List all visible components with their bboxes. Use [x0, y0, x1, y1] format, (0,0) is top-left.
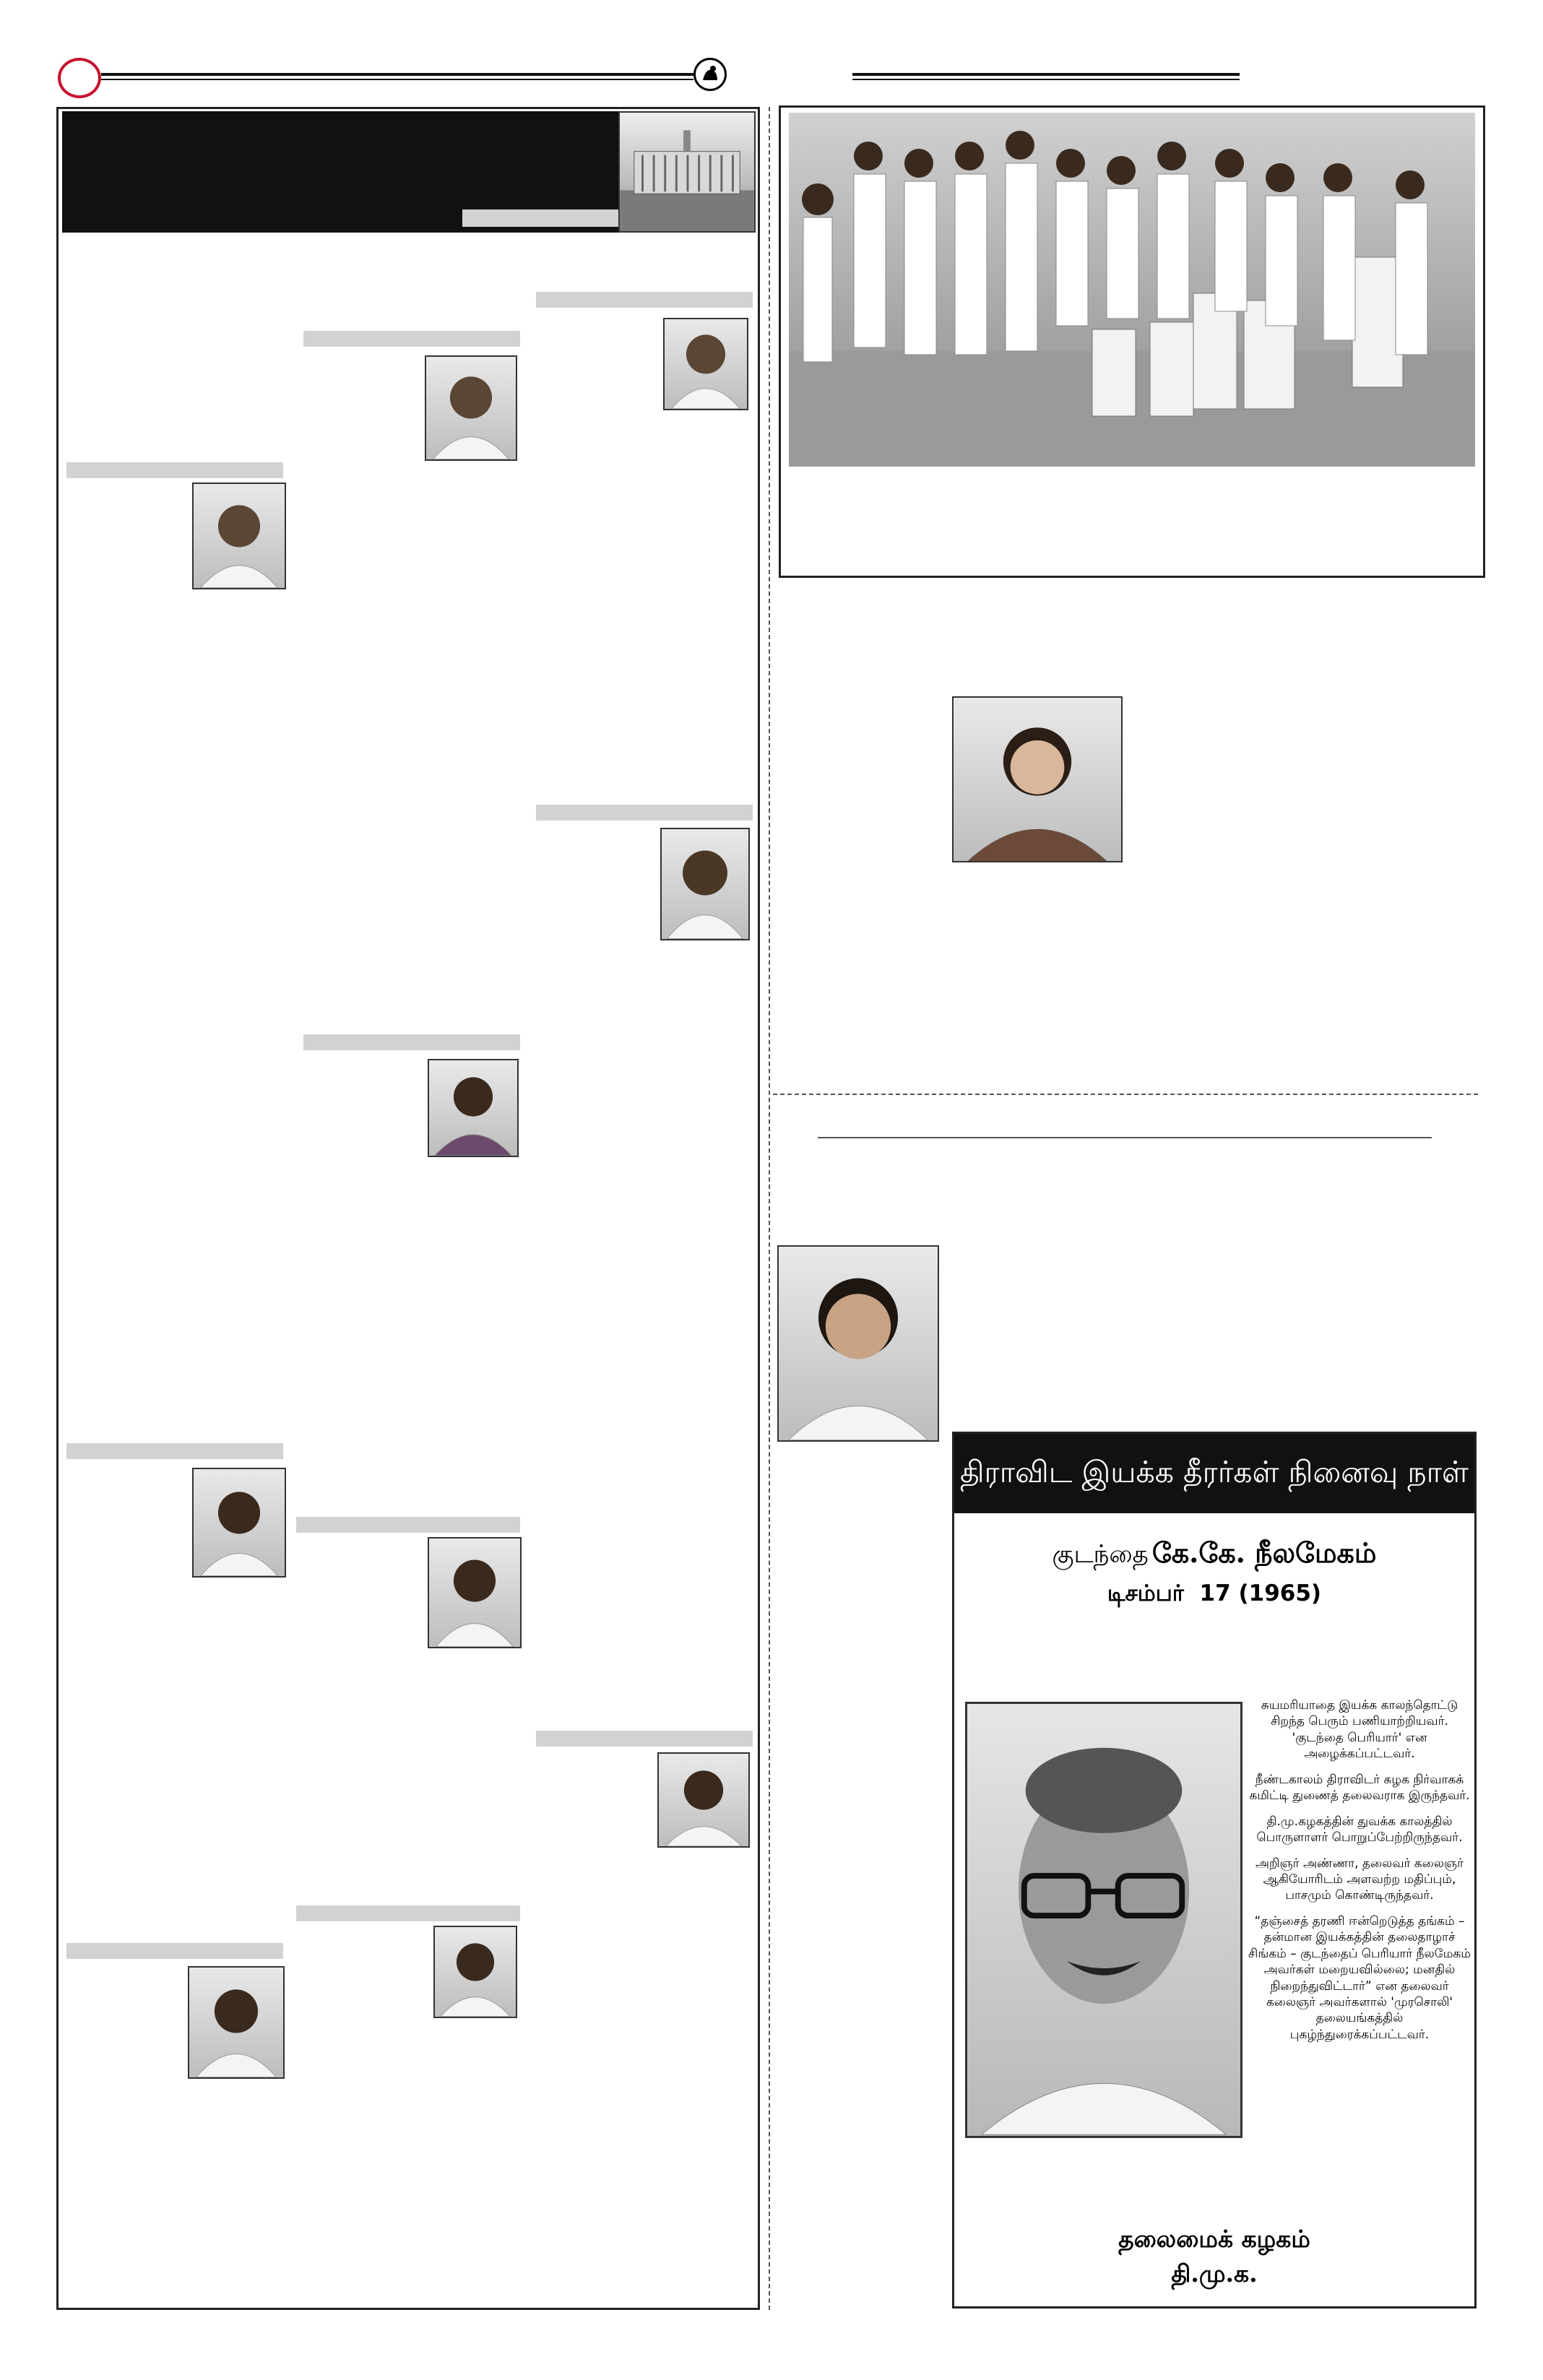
- person-photo: [433, 1926, 517, 2018]
- section-dashed-rule: [773, 1094, 1478, 1095]
- rising-sun-logo-icon: [693, 58, 727, 91]
- memorial-banner-text: திராவிட இயக்க தீரர்கள் நினைவு நாள்: [959, 1455, 1469, 1489]
- person-photo: [777, 1245, 939, 1442]
- parliament-building-photo: [618, 111, 756, 233]
- person-photo: [663, 318, 748, 410]
- bio-paragraph: தி.மு.கழகத்தின் துவக்க காலத்தில் பொருளாளர் பொறுப்பேற்றிருந்தவர்.: [1256, 1814, 1463, 1845]
- name-bar: [536, 292, 753, 308]
- memorial-name-line: [954, 1533, 1474, 1579]
- parliament-article-box: [56, 107, 760, 2310]
- person-photo: [952, 696, 1123, 862]
- memorial-footer-party: தி.மு.க.: [1171, 2259, 1258, 2288]
- parliament-headline-underbar: [462, 209, 618, 227]
- name-bar: [66, 1943, 283, 1959]
- name-bar: [303, 1034, 520, 1050]
- bio-paragraph: அறிஞர் அண்ணா, தலைவர் கலைஞர் ஆகியோரிடம் அளவற்ற மதிப்பும், பாசமும் கொண்டிருந்தவர்.: [1255, 1856, 1464, 1903]
- person-photo: [425, 355, 517, 461]
- person-photo: [188, 1966, 285, 2079]
- group-photo: [789, 113, 1475, 467]
- section-rule: [818, 1137, 1432, 1138]
- name-bar: [296, 1905, 520, 1921]
- memorial-footer-org: தலைமைக் கழகம்: [1118, 2225, 1310, 2253]
- header-rule-right: [852, 73, 1240, 76]
- header-rule-right-thin: [852, 79, 1240, 80]
- person-photo: [428, 1537, 522, 1648]
- name-bar: [66, 1443, 283, 1459]
- name-bar: [536, 805, 753, 821]
- name-bar: [303, 331, 520, 347]
- memorial-portrait-photo: [965, 1702, 1242, 2138]
- bio-paragraph: “தஞ்சைத் தரணி ஈன்றெடுத்த தங்கம் – தன்மான இயக்கத்தின் தலைதாழாச் சிங்கம் – குடந்தைப் பெரியார் நீலமேகம் அவர்கள் மறையவில்லை; மனதில் நிறைந்துவிட்டார்” என தலைவர் கலைஞர் அவர்களால் 'முரசொலி' தலையங்கத்தில் புகழ்ந்துரைக்கப்பட்டவர்.: [1248, 1913, 1471, 2042]
- name-bar: [536, 1731, 753, 1747]
- person-photo: [192, 483, 286, 589]
- header-rule-left: [101, 73, 693, 76]
- name-bar: [296, 1517, 520, 1533]
- person-photo: [660, 828, 750, 940]
- person-photo: [657, 1752, 750, 1848]
- person-photo: [192, 1468, 286, 1578]
- memorial-name-prefix: குடந்தை: [1052, 1540, 1149, 1569]
- memorial-date: டிசம்பர் 17 (1965): [1107, 1580, 1322, 1606]
- page-number-circle: [58, 58, 101, 98]
- bio-paragraph: நீண்டகாலம் திராவிடர் கழக நிர்வாகக் கமிட்டி துணைத் தலைவராக இருந்தவர்.: [1249, 1772, 1470, 1804]
- bio-paragraph: சுயமரியாதை இயக்க காலந்தொட்டு சிறந்த பெரும் பணியாற்றியவர். 'குடந்தை பெரியார்' என அழைக்கப்பட்டவர்.: [1261, 1698, 1458, 1762]
- person-photo: [428, 1059, 519, 1157]
- memorial-bio: [1248, 1697, 1471, 2052]
- name-bar: [66, 462, 283, 478]
- header-rule-left-thin: [101, 79, 693, 80]
- memorial-name: கே.கே. நீலமேகம்: [1151, 1536, 1377, 1569]
- column-separator: [769, 107, 770, 2310]
